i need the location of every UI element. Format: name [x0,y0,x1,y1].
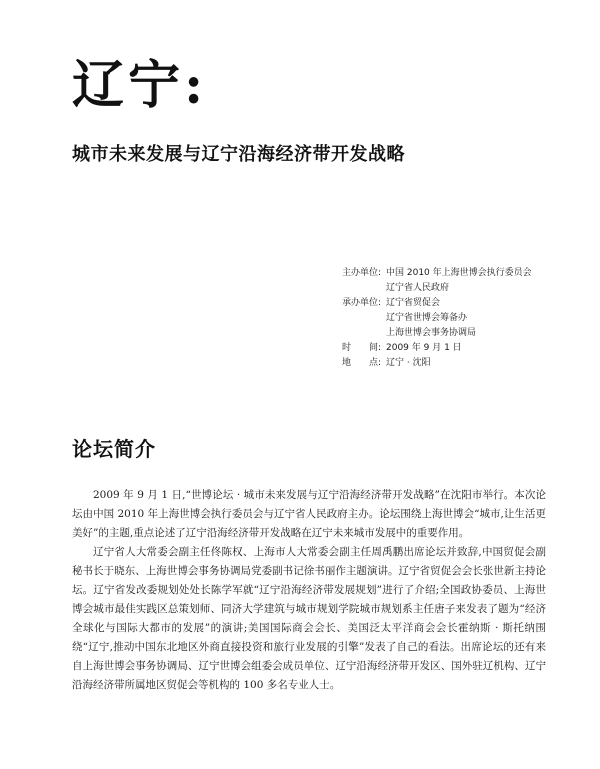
hosts-row [342,296,532,311]
time-row [342,341,532,356]
time-label: 时 间: [342,343,382,353]
organizers-row [342,266,532,281]
host-item: 辽宁省世博会筹备办 [386,313,468,323]
host-item: 辽宁省贸促会 [386,298,441,308]
organizer-item: 辽宁省人民政府 [386,283,450,293]
organizers-label: 主办单位: [342,268,382,278]
page-subtitle: 城市未来发展与辽宁沿海经济带开发战略 [72,144,405,165]
intro-paragraph: 辽宁省人大常委会副主任佟陈权、上海市人大常委会副主任周禹鹏出席论坛并致辞,中国贸促会副秘书长于晓东、上海世博会事务协调局党委副书记徐书丽作主题演讲。辽宁省贸促会会长张世新主持论坛。辽宁省发改委规划处处长陈学军就“辽宁沿海经济带发展规划”进行了介绍;全国政协委员、上海世博会城市最佳实践区总策划师、同济大学建筑与城市规划学院城市规划系主任唐子来发表了题为“经济全球化与国际大都市的发展”的演讲;美国国际商会会长、美国泛太平洋商会会长霍纳斯 · 斯托纳围绕“辽宁,推动中国东北地区外商直接投资和旅行业发展的引擎”发表了自己的看法。出席论坛的还有来自上海世博会事务协调局、辽宁世博会组委会成员单位、辽宁沿海经济带开发区、国外驻辽机构、辽宁沿海经济带所属地区贸促会等机构的 100 多名专业人士。 [72,546,546,691]
location-label: 地 点: [342,358,382,368]
section-heading: 论坛简介 [72,437,156,461]
host-item: 上海世博会事务协调局 [386,328,477,338]
intro-paragraph: 2009 年 9 月 1 日,“世博论坛 · 城市未来发展与辽宁沿海经济带开发战略”在沈阳市举行。本次论坛由中国 2010 年上海世博会执行委员会与辽宁省人民政府主办。论坛围绕上海世博会“城市,让生活更美好”的主题,重点论述了辽宁沿海经济带开发战略在辽宁未来城市发展中的重要作用。 [72,489,546,539]
forum-intro-body [72,486,546,695]
location-value: 辽宁 · 沈阳 [386,358,431,368]
page-title: 辽宁: [72,55,208,116]
hosts-label: 承办单位: [342,298,382,308]
organizer-item: 中国 2010 年上海世博会执行委员会 [386,268,532,278]
time-value: 2009 年 9 月 1 日 [386,343,462,353]
event-info [342,266,532,371]
location-row [342,356,532,371]
